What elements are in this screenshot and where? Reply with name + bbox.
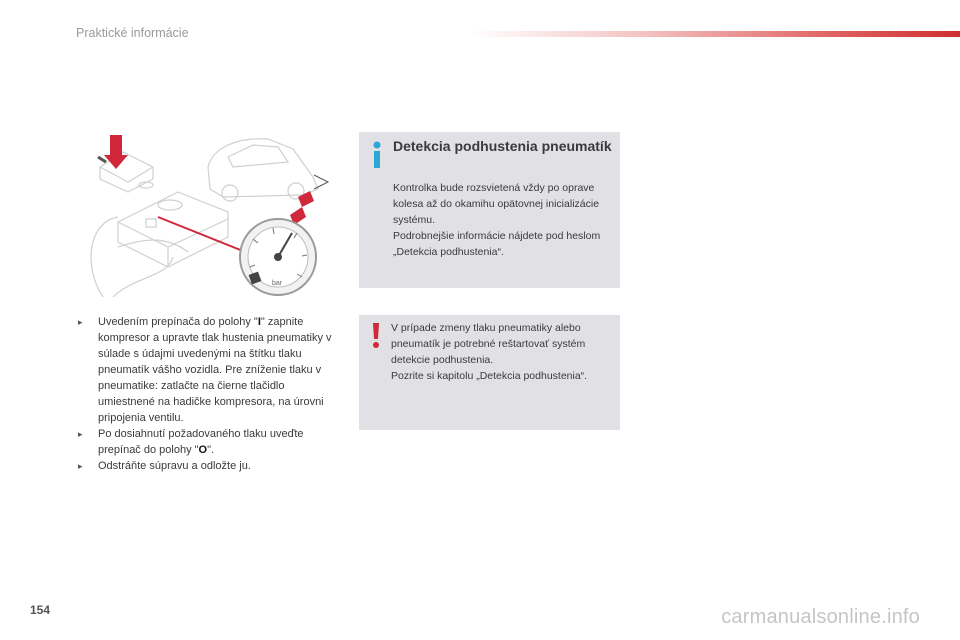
gauge-unit-label: bar xyxy=(272,280,283,287)
bullet-marker: ▸ xyxy=(78,429,83,439)
instruction-list xyxy=(76,314,341,474)
bullet-marker: ▸ xyxy=(78,317,83,327)
warning-box xyxy=(359,315,620,430)
pressure-gauge xyxy=(240,219,316,295)
info-box xyxy=(359,132,620,288)
warning-box-body: V prípade zmeny tlaku pneumatiky alebo pneumatík je potrebné reštartovať systém detekcie podhustenia. Pozrite si kapitolu „Detekcia podhustenia“. xyxy=(391,322,588,382)
watermark: carmanualsonline.info xyxy=(721,606,920,628)
bullet-marker: ▸ xyxy=(78,461,83,471)
page-number: 154 xyxy=(30,603,51,617)
info-icon xyxy=(369,140,385,170)
list-item: ▸ Odstráňte súpravu a odložte ju. xyxy=(78,460,251,472)
header-gradient-bar xyxy=(470,31,960,37)
compressor-illustration xyxy=(78,127,338,307)
info-box-title: Detekcia podhustenia pneumatík xyxy=(393,138,612,154)
list-item: ▸ Po dosiahnutí požadovaného tlaku uveďte prepínač do polohy "O". xyxy=(78,428,304,456)
info-box-body: Kontrolka bude rozsvietená vždy po oprave kolesa až do okamihu opätovnej inicializácie systému. Podrobnejšie informácie nájdete pod heslom „Detekcia podhustenia“. xyxy=(393,182,601,258)
list-item: ▸ Uvedením prepínača do polohy "I" zapnite kompresor a upravte tlak hustenia pneumatiky v súlade s údajmi uvedenými na štítku tlaku pneumatík vášho vozidla. Pre zníženie tlaku v pneumatike: zatlačte na čierne tlačidlo umiestnené na hadičke kompresora, na úrovni pripojenia ventilu. xyxy=(78,316,332,424)
exclamation-icon xyxy=(369,321,383,349)
section-title: Praktické informácie xyxy=(76,26,189,40)
